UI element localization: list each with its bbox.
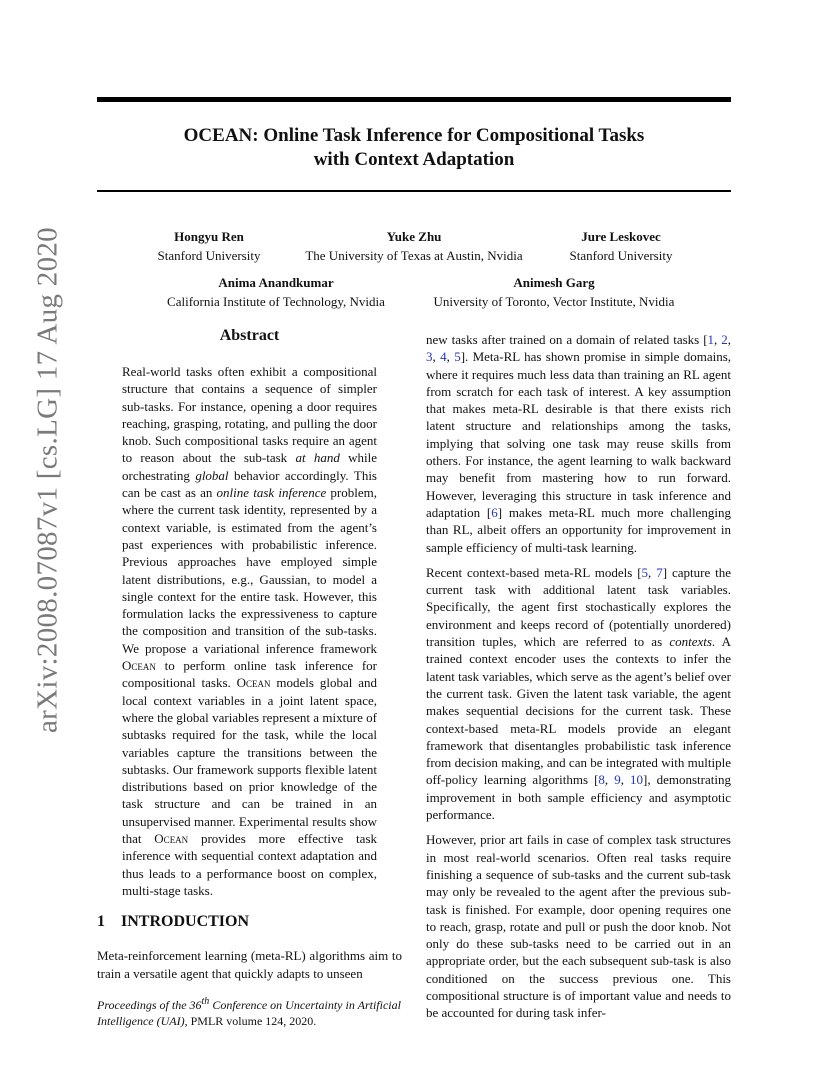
author-block (546, 227, 696, 265)
citation-link[interactable]: 3 (426, 349, 433, 365)
citation-link[interactable]: 6 (491, 504, 498, 520)
paper-title (97, 124, 731, 172)
body-paragraph: new tasks after trained on a domain of related tasks [1, 2, 3, 4, 5]. Meta-RL has shown promise in simple domains, where it requires much less data than training an RL agent from scratch for each task of interest. A key assumption that makes meta-RL desirable is that there exists rich latent structure and relationships among the tasks, implying that solving one task may reuse skills from others. For instance, the agent learning to walk backward may benefit from mastering how to run forward. However, leveraging this structure in task inference and adaptation [6] makes meta-RL much more challenging than RL, albeit offers an opportunity for improvement in sample efficiency of multi-task learning. (426, 332, 732, 555)
top-rule (97, 97, 731, 102)
citation-link[interactable]: 2 (721, 332, 728, 347)
proceedings-footnote (97, 994, 407, 1029)
abstract-text: Real-world tasks often exhibit a compositional structure that contains a sequence of simpler sub-tasks. For instance, opening a door requires reaching, grasping, rotating, and pulling the door knob. Such compositional tasks require an agent to reason about the sub-task at hand while orchestrating global behavior accordingly. This can be cast as an online task inference problem, where the current task identity, represented by a context variable, is estimated from the agent’s past experiences with probabilistic inference. Previous approaches have employed simple latent distributions, e.g., Gaussian, to model a single context for the entire task. However, this formulation lacks the expressiveness to capture the composition and transition of the sub-tasks. We propose a variational inference framework Ocean to perform online task inference for compositional tasks. Ocean models global and local context variables in a joint latent space, where the global variables represent a mixture of subtasks required for the task, while the local variables capture the transitions between the subtasks. Our framework supports flexible latent distributions based on prior knowledge of the task structure and can be trained in an unsupervised manner. Experimental results show that Ocean provides more effective task inference with sequential context adaptation and thus leads to a performance boost on complex, multi-stage tasks. (122, 364, 377, 898)
citation-link[interactable]: 7 (656, 564, 663, 580)
footnote-tail: , PMLR volume 124, 2020. (184, 1014, 317, 1028)
author-name: Anima Anandkumar (218, 275, 334, 290)
body-paragraph: Recent context-based meta-RL models [5, 7] capture the current task with additional latent task variables. Specifically, the agent first stochastically explores the environment and keeps record of (potentially unordered) transition tuples, which are referred to as contexts. A trained context encoder uses the contexts to infer the latent task variables, which serve as the agent’s belief over the current task. Given the latent task variable, the agent makes sequential decisions for the current task. These context-based meta-RL models provide an elegant framework that disentangles probabilistic task inference from decision making, and can be integrated with multiple off-policy learning algorithms [8, 9, 10], demonstrating improvement in both sample efficiency and asymptotic performance. (426, 564, 732, 823)
citation-link[interactable]: 4 (440, 349, 447, 365)
abstract-heading: Abstract (219, 327, 280, 344)
title-line-2: with Context Adaptation (313, 149, 515, 170)
citation-link[interactable]: 1 (707, 332, 715, 347)
author-name: Jure Leskovec (581, 229, 661, 244)
body-paragraph: However, prior art fails in case of complex task structures in most real-world scenarios. Often real tasks require finishing a sequence of sub-tasks and the current sub-task may only be revealed to the agent after the previous sub-task is finished. For example, door opening requires one to reach, grasp, rotate and pull or push the door knob. Not only do these sub-tasks need to be carried out in an appropriate order, but the each subsequent sub-task is also conditioned on the success previous one. This compositional structure is of important value and needs to be accounted for during task infer- (426, 832, 731, 1021)
intro-paragraph: Meta-reinforcement learning (meta-RL) algorithms aim to train a versatile agent that quickly adapts to unseen (97, 948, 402, 981)
author-block (420, 273, 688, 311)
title-bottom-rule (97, 190, 731, 192)
author-name: Yuke Zhu (386, 229, 442, 244)
author-block (292, 227, 536, 265)
author-affiliation: California Institute of Technology, Nvidia (167, 294, 385, 309)
author-affiliation: The University of Texas at Austin, Nvidia (305, 248, 523, 263)
arxiv-stamp: arXiv:2008.07087v1 [cs.LG] 17 Aug 2020 (31, 227, 64, 733)
citation-link[interactable]: 8 (598, 772, 605, 788)
citation-link[interactable]: 5 (454, 349, 461, 365)
section-title: INTRODUCTION (121, 913, 250, 930)
title-line-1: OCEAN: Online Task Inference for Compositional Tasks (183, 125, 645, 146)
citation-link[interactable]: 9 (614, 772, 621, 788)
citation-link[interactable]: 5 (641, 564, 649, 580)
author-affiliation: Stanford University (157, 248, 261, 263)
author-block (150, 273, 402, 311)
citation-link[interactable]: 10 (630, 772, 643, 788)
right-column (426, 331, 731, 1030)
author-affiliation: University of Toronto, Vector Institute, Nvidia (433, 294, 675, 309)
section-number: 1 (97, 913, 105, 930)
footnote-sup: th (201, 996, 210, 1007)
section-heading (97, 913, 402, 931)
author-name: Animesh Garg (513, 275, 595, 290)
footnote-venue: Conference on Uncertainty in Artificial Intelligence (UAI) (97, 998, 401, 1028)
footnote-prefix: Proceedings of the 36 (97, 998, 202, 1012)
author-affiliation: Stanford University (569, 248, 673, 263)
author-name: Hongyu Ren (174, 229, 244, 244)
author-block (134, 227, 284, 265)
